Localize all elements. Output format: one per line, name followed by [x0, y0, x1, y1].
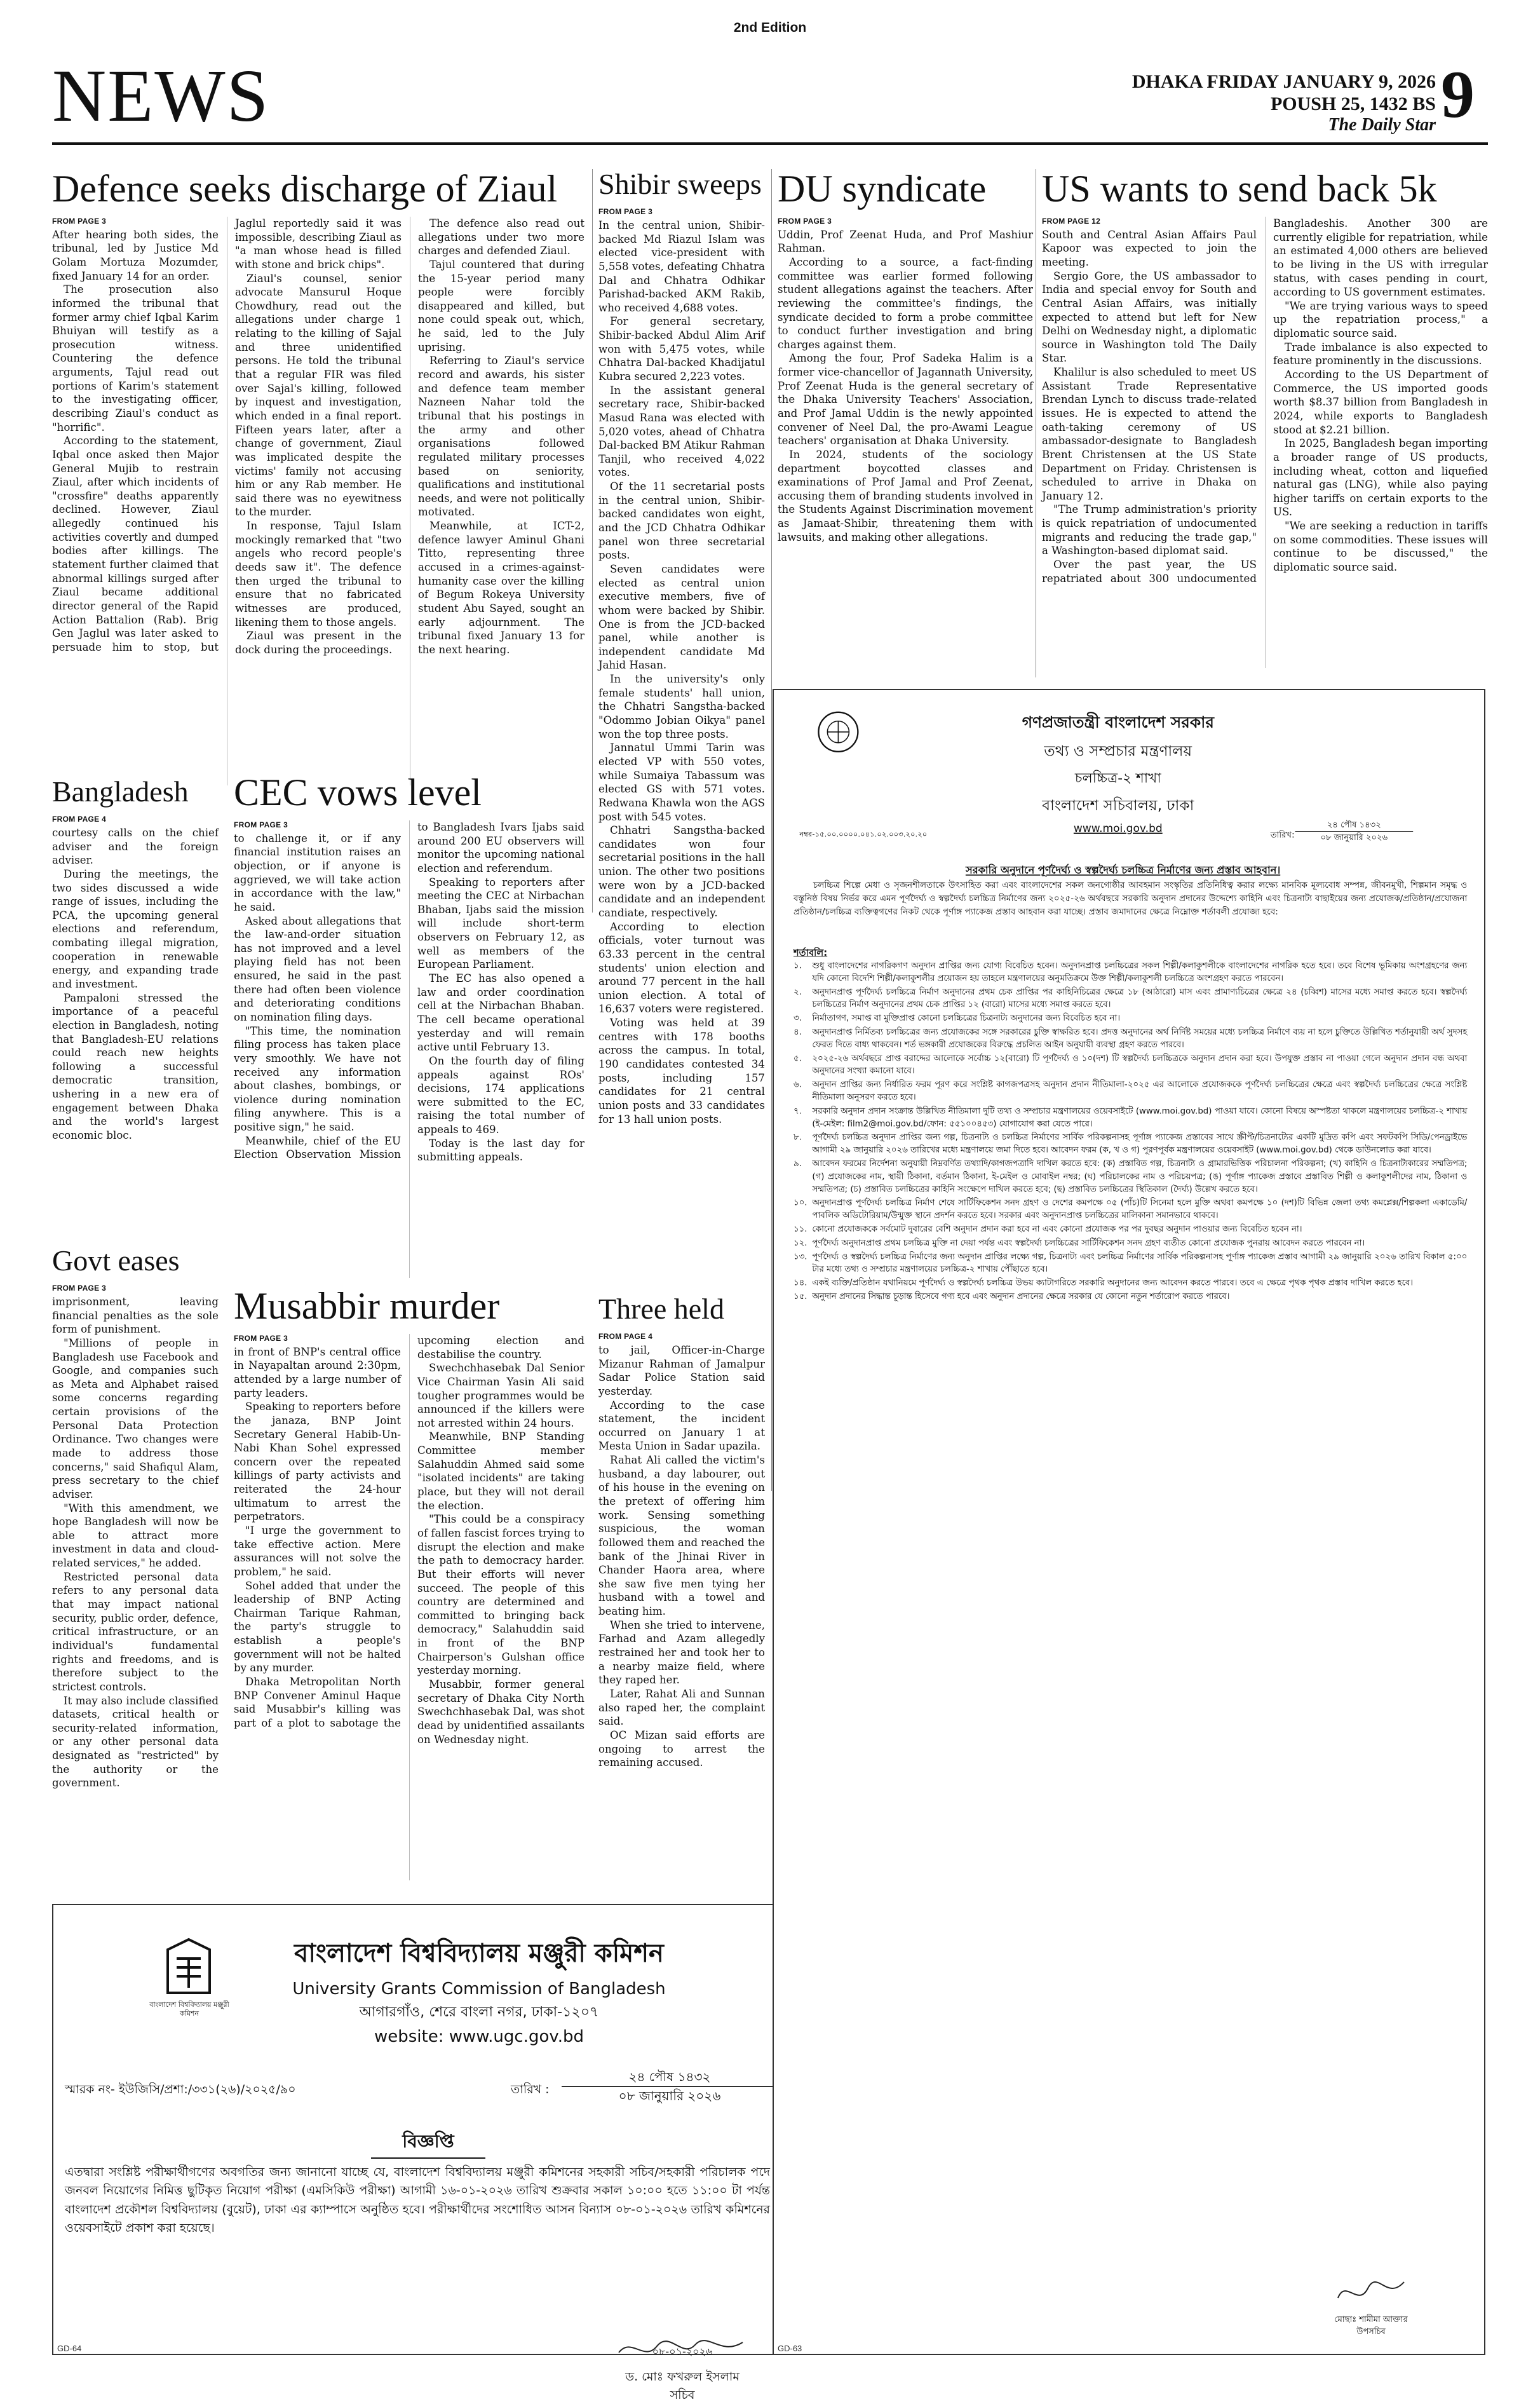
- moi-condition-item: [794, 1291, 1467, 1303]
- moi-condition-text: নির্মাতাগণ, সমাপ্ত বা মুক্তিপ্রাপ্ত কোনো চলচ্চিত্রের চিত্রনাট্য অনুদানের জন্য বিবেচিত হবে না।: [812, 1014, 1120, 1023]
- moi-condition-item: [794, 1197, 1467, 1222]
- moi-condition-item: [794, 1105, 1467, 1131]
- moi-condition-number: ১০.: [794, 1197, 812, 1209]
- story-headline: Defence seeks discharge of Ziaul: [52, 169, 584, 209]
- moi-gov: গণপ্রজাতন্ত্রী বাংলাদেশ সরকার: [902, 710, 1334, 737]
- from-page-label: FROM PAGE 3: [598, 207, 765, 217]
- moi-condition-number: ১৪.: [794, 1277, 812, 1289]
- ugc-ref-number: স্মারক নং- ইউজিসি/প্রশা:/৩৩১(২৬)/২০২৫/৯০: [65, 2081, 296, 2101]
- page-number: 9: [1441, 61, 1475, 128]
- story-paragraph: Seven candidates were elected as central union executive members, five of whom were backed by Shibir. One is from the JCD-backed panel, while another is independent candidate Md Jahid Hasan.: [598, 562, 765, 672]
- moi-condition-text: ২০২৫-২৬ অর্থবছরে প্রাপ্ত বরাদ্দের আলোকে সর্বোচ্চ ১২(বারো) টি পূর্ণদৈর্ঘ্য ও ১০(দশ) টি স্বল্পদৈর্ঘ্য চলচ্চিত্রকে অনুদান প্রদান করা হবে। উপযুক্ত প্রস্তাব না পাওয়া গেলে অনুদান প্রদান বন্ধ অথবা অনুদানের সংখ্যা কমানো যাবে।: [812, 1054, 1467, 1076]
- from-page-label: FROM PAGE 3: [234, 1334, 401, 1344]
- story-paragraph: Speaking to reporters after meeting the CEC at Nirbachan Bhaban, Ijabs said the mission will include short-term observers on February 12, as well as members of the European Parliament.: [417, 876, 584, 972]
- story-paragraph: In 2025, Bangladesh began importing a broader range of US products, including wheat, cotton and liquefied natural gas (LNG), while also paying higher tariffs on certain exports to the US.: [1273, 437, 1488, 519]
- ugc-signer-name: ড. মোঃ ফখরুল ইসলাম: [587, 2368, 778, 2386]
- story-paragraph: In the university's only female students' hall union, the Chhatri Sangstha-backed "Odommo Jobian Oikya" panel won the top three posts.: [598, 672, 765, 741]
- story-paragraph: Musabbir, former general secretary of Dhaka City North Swechchhasebak Dal, was shot dead by unidentified assailants on Wednesday night.: [417, 1678, 584, 1746]
- story-body: [598, 207, 765, 1126]
- story-paragraph: In the central union, Shibir-backed Md Riazul Islam was elected vice-president with 5,558 votes, defeating Chhatra Dal and Chhatra Odhikar Parishad-backed AKM Rakib, who received 4,688 votes.: [598, 219, 765, 315]
- ugc-notice-ad: [52, 1904, 784, 2355]
- story-paragraph: After hearing both sides, the tribunal, led by Justice Md Golam Mortuza Mozumder, fixed January 14 for an order.: [52, 228, 219, 283]
- moi-signer: [1295, 2314, 1447, 2339]
- story-paragraph: Jannatul Ummi Tarin was elected VP with 550 votes, while Sumaiya Tabassum was elected GS with 571 votes. Redwana Khawla won the AGS post with 545 votes.: [598, 741, 765, 824]
- story-paragraph: Khalilur is also scheduled to meet US Assistant Trade Representative Brendan Lynch to discuss trade-related issues. He is expected to attend the oath-taking ceremony of US ambassador-designate to Bangladesh Brent Christensen at the US State Department on Friday. Christensen is scheduled to arrive in Dhaka on January 12.: [1042, 365, 1257, 503]
- story-paragraph: During the meetings, the two sides discussed a wide range of issues, including the PCA, the upcoming general elections and referendum, combating illegal migration, cooperation in renewable energy, and expanding trade and investment.: [52, 867, 219, 991]
- moi-conditions-list: [794, 960, 1467, 1304]
- story-paragraph: Uddin, Prof Zeenat Huda, and Prof Mashiur Rahman.: [778, 228, 1033, 255]
- moi-condition-item: [794, 1079, 1467, 1104]
- story-body: [598, 1332, 765, 1770]
- ugc-notice-body: এতদ্বারা সংশ্লিষ্ট পরীক্ষার্থীগণের অবগতির জন্য জানানো যাচ্ছে যে, বাংলাদেশ বিশ্ববিদ্যালয় মঞ্জুরী কমিশনের সহকারী সচিব/সহকারী পরিচালক পদে জনবল নিয়োগের নিমিত্ত ছুটিকৃত নিয়োগ পরীক্ষা (এমসিকিউ পরীক্ষা) আগামী ১৬-০১-২০২৬ তারিখ শুক্রবার সকাল ১০:০০ হতে ১১:০০ টা পর্যন্ত বাংলাদেশ প্রকৌশল বিশ্ববিদ্যালয় (বুয়েট), ঢাকা এর ক্যাম্পাসে অনুষ্ঠিত হবে। পরীক্ষার্থীদের সংশোধিত আসন বিন্যাস ০৮-০১-২০২৬ তারিখ কমিশনের ওয়েবসাইটে প্রকাশ করা হয়েছে।: [65, 2163, 770, 2238]
- moi-condition-item: [794, 1158, 1467, 1196]
- ad-tag: GD-63: [778, 2344, 802, 2353]
- story-body: [52, 217, 584, 785]
- story-paragraph: For general secretary, Shibir-backed Abdul Alim Arif won with 5,475 votes, while Chhatra Dal-backed Khadijatul Kubra secured 2,223 votes.: [598, 315, 765, 383]
- moi-condition-item: [794, 1251, 1467, 1276]
- bangla-date: POUSH 25, 1432 BS: [1080, 93, 1436, 116]
- story-paragraph: "This time, the nomination filing process has taken place very smoothly. We have not received any information about clashes, bombings, or violence during nomination filing anywhere. This is a positive sign," he said.: [234, 1024, 401, 1134]
- story-paragraph: In response, Tajul Islam mockingly remarked that "two angels who record people's deeds saw it". The defence then urged the tribunal to ensure that no fabricated witnesses are produced, likening them to those angels.: [235, 519, 402, 629]
- story-paragraph: Sohel added that under the leadership of BNP Acting Chairman Tarique Rahman, the party's struggle to establish a people's government will not be halted by any murder.: [234, 1579, 401, 1675]
- section-title: NEWS: [52, 58, 269, 133]
- moi-notice-title: সরকারি অনুদানে পূর্ণদৈর্ঘ্য ও স্বল্পদৈর্ঘ্য চলচ্চিত্র নির্মাণের জন্য প্রস্তাব আহবান।: [842, 862, 1403, 879]
- story-paragraph: When she tried to intervene, Farhad and Azam allegedly restrained her and took her to a nearby maize field, where they raped her.: [598, 1619, 765, 1687]
- story-paragraph: Later, Rahat Ali and Sunnan also raped her, the complaint said.: [598, 1687, 765, 1728]
- story-paragraph: "We are seeking a reduction in tariffs on some commodities. These issues will continue to be discussed," the diplomatic source said.: [1273, 519, 1488, 574]
- story-headline: Three held: [598, 1294, 765, 1324]
- story-paragraph: It may also include classified datasets, critical health or security-related information, or any other personal data designated as "restricted" by the authority or the government.: [52, 1694, 219, 1790]
- story-headline: DU syndicate: [778, 169, 1033, 209]
- from-page-label: FROM PAGE 3: [52, 217, 219, 227]
- ugc-signer: [587, 2368, 778, 2404]
- story-paragraph: "Millions of people in Bangladesh use Facebook and Google, and companies such as Meta and Alphabet raised some concerns regarding certain provisions of the Personal Data Protection Ordinance. Two changes were made to address those concerns," said Shafiqul Alam, press secretary to the chief adviser.: [52, 1336, 219, 1502]
- from-page-label: FROM PAGE 3: [52, 1284, 219, 1294]
- story-paragraph: In the assistant general secretary race, Shibir-backed Masud Rana was elected with 5,020 votes, ahead of Chhatra Dal-backed BM Atikur Rahman Tanjil, who received 4,022 votes.: [598, 384, 765, 480]
- moi-condition-item: [794, 1012, 1467, 1025]
- story-paragraph: According to the statement, Iqbal once asked then Major General Mujib to restrain Ziaul, after which incidents of "crossfire" deaths apparently declined. However, Ziaul allegedly continued his activities covertly and dumped bodies after killings. The statement further claimed that abnormal killings surged after Ziaul became additional director general of the Rapid Action Battalion (Rab). Brig Gen Jaglul was later asked to persuade him to stop, but Jaglul reportedly said it was impossible, describing Ziaul as "a man whose head is filled with stone and brick chips".: [52, 217, 402, 657]
- moi-condition-item: [794, 1052, 1467, 1078]
- moi-header: [902, 710, 1334, 835]
- moi-date-label: তারিখ:: [1271, 829, 1295, 843]
- story-paragraph: Pampaloni stressed the importance of a peaceful election in Bangladesh, noting that Bangladesh-EU relations could reach new heights following a successful democratic transition, ushering in a new era of engagement between Dhaka and the world's largest economic bloc.: [52, 991, 219, 1143]
- story-paragraph: According to a source, a fact-finding committee was earlier formed following student allegations against the teachers. After reviewing the committee's findings, the syndicate decided to form a probe committee to conduct further investigation and bring charges against them.: [778, 255, 1033, 351]
- story-paragraph: Meanwhile, at ICT-2, defence lawyer Aminul Ghani Titto, representing three accused in a crimes-against-humanity case over the killing of Begum Rokeya University student Abu Sayed, sought an early adjournment. The tribunal fixed January 13 for the next hearing.: [418, 519, 584, 656]
- moi-condition-item: [794, 1223, 1467, 1236]
- ugc-date-label: তারিখ :: [511, 2081, 550, 2101]
- moi-condition-number: ৭.: [794, 1105, 812, 1118]
- story-body: [52, 815, 219, 1142]
- story-headline: Bangladesh: [52, 777, 219, 807]
- from-page-label: FROM PAGE 4: [598, 1332, 765, 1342]
- moi-condition-number: ৯.: [794, 1158, 812, 1171]
- moi-condition-text: একই ব্যক্তি/প্রতিষ্ঠান যথানিয়মে পূর্ণদৈর্ঘ্য ও স্বল্পদৈর্ঘ্য চলচ্চিত্র উভয় ক্যাটাগরিতে সরকারি অনুদানের জন্য আবেদন করতে পারবে। তবে এ ক্ষেত্রে পৃথক পৃথক প্রস্তাব দাখিল করতে হবে।: [812, 1278, 1413, 1287]
- moi-condition-text: পূর্ণদৈর্ঘ্য চলচ্চিত্র অনুদান প্রাপ্তির জন্য গল্প, চিত্রনাট্য ও চলচ্চিত্র নির্মাণের সার্বিক পরিকল্পনাসহ পূর্ণাঙ্গ প্যাকেজ প্রস্তাবের সাথে স্ক্রীপ্ট/চিত্রনাট্যের একটি মুদ্রিত কপি এবং সফটকপি সিডি/পেনড্রাইভে আগামী ২৯ জানুয়ারি ২০২৬ তারিখের মধ্যে মন্ত্রণালয়ে জমা দিতে হবে। আবেদন ফরম (ক, খ ও গ) পূরণপূর্বক মন্ত্রণালয়ের ওয়েবসাইট (www.moi.gov.bd) থেকে ডাউনলোড করা যাবে।: [812, 1132, 1467, 1155]
- story-cec: [234, 773, 584, 1281]
- story-paragraph: Trade imbalance is also expected to feature prominently in the discussions.: [1273, 341, 1488, 368]
- story-paragraph: On the fourth day of filing appeals against ROs' decisions, 174 applications were submitted to the EC, raising the total number of appeals to 469.: [417, 1054, 584, 1137]
- moi-notice-ad: [773, 689, 1485, 2355]
- paper-name: The Daily Star: [1080, 115, 1436, 135]
- moi-condition-text: কোনো প্রযোজককে সর্বমোট দুবারের বেশি অনুদান প্রদান করা হবে না এবং কোনো প্রযোজক পর পর দুবছর অনুদান পাওয়ার জন্য বিবেচিত হবেন না।: [812, 1225, 1302, 1234]
- story-paragraph: "We are trying various ways to speed up the repatriation process," a diplomatic source said.: [1273, 299, 1488, 341]
- moi-condition-number: ৩.: [794, 1012, 812, 1025]
- story-headline: Govt eases: [52, 1246, 219, 1276]
- moi-date-bn: ২৪ পৌষ ১৪৩২: [1295, 819, 1413, 832]
- story-paragraph: Referring to Ziaul's service record and awards, his sister and defence team member Nazneen Nahar told the tribunal that his postings in the army and other organisations followed regulated military processes based on seniority, qualifications and institutional needs, and were not politically motivated.: [418, 354, 584, 519]
- moi-conditions-title: শর্তাবলি:: [794, 946, 827, 961]
- story-paragraph: Ziaul's counsel, senior advocate Mansurul Hoque Chowdhury, read out the allegations under charge 1 relating to the killing of Sajal and three unidentified persons. He told the tribunal that a regular FIR was filed over Sajal's killing, followed by inquest and investigation, which ended in a final report. Fifteen years later, after a change of government, Ziaul was implicated despite the victims' family not accusing him or any Rab member. He said there was no eyewitness to the murder.: [235, 272, 402, 520]
- moi-condition-text: শুধু বাংলাদেশের নাগরিকগণ অনুদান প্রাপ্তির জন্য যোগ্য বিবেচিত হবেন। অনুদানপ্রাপ্ত চলচ্চিত্রের সকল শিল্পী/কলাকুশলীকে বাংলাদেশের নাগরিক হতে হবে। তবে বিশেষ ভূমিকায় অংশগ্রহণের জন্য যদি কোনো বিদেশি শিল্পী/কলাকুশলীর প্রয়োজন হয় তাহলে মন্ত্রণালয়ের অনুমতিক্রমে উক্ত শিল্পী/কলাকুশলী চলচ্চিত্রে অংশগ্রহণ করতে পারবেন।: [812, 961, 1467, 983]
- dateline: DHAKA FRIDAY JANUARY 9, 2026: [1080, 71, 1436, 93]
- ugc-notice-title: বিজ্ঞপ্তি: [371, 2128, 485, 2159]
- ugc-date: [562, 2068, 778, 2105]
- moi-condition-text: অনুদান প্রদানের সিদ্ধান্ত চূড়ান্ত হিসেবে গণ্য হবে এবং অনুদান প্রদানের ক্ষেত্রে সরকার যে কোনো নতুন শর্তারোপ করতে পারবে।: [812, 1292, 1229, 1301]
- moi-condition-number: ১.: [794, 960, 812, 972]
- story-paragraph: Restricted personal data refers to any personal data that may impact national security, public order, defence, critical infrastructure, or an individual's fundamental rights and freedoms, and is therefore subject to the strictest controls.: [52, 1570, 219, 1694]
- ugc-signer-title: সচিব: [587, 2386, 778, 2404]
- story-paragraph: in front of BNP's central office in Nayapaltan around 2:30pm, attended by a large number of party leaders.: [234, 1345, 401, 1401]
- story-paragraph: to challenge it, or if any financial institution raises an objection, or if anyone is aggrieved, we will take action in accordance with the law," he said.: [234, 832, 401, 914]
- ugc-address: আগারগাঁও, শেরে বাংলা নগর, ঢাকা-১২০৭: [257, 2001, 701, 2025]
- from-page-label: FROM PAGE 3: [234, 820, 401, 831]
- story-paragraph: In 2024, students of the sociology department boycotted classes and examinations of Prof Jamal and Prof Zeenat, accusing them of branding students involved in the Students Against Discrimination movement as Jamaat-Shibir, threatening them with lawsuits, and making other allegations.: [778, 448, 1033, 544]
- story-paragraph: "I urge the government to take effective action. Mere assurances will not solve the problem," he said.: [234, 1524, 401, 1579]
- moi-date: [1295, 819, 1413, 844]
- moi-condition-item: [794, 986, 1467, 1012]
- story-paragraph: According to election officials, voter turnout was 63.33 percent in the central students' union election and around 77 percent in the hall union election. A total of 16,637 voters were registered.: [598, 920, 765, 1016]
- ugc-date-en: ০৮ জানুয়ারি ২০২৬: [619, 2088, 721, 2103]
- moi-date-en: ০৮ জানুয়ারি ২০২৬: [1320, 832, 1388, 842]
- moi-condition-text: অনুদান প্রাপ্তির জন্য নির্ধারিত ফরম পূরণ করে সংশ্লিষ্ট কাগজপত্রসহ অনুদান প্রদান নীতিমালা-২০২৫ এর আলোকে প্রযোজককে পূর্ণদৈর্ঘ্য চলচ্চিত্রের ক্ষেত্রে এবং স্বল্পদৈর্ঘ্য চলচ্চিত্রের ক্ষেত্রে সংশ্লিষ্ট নীতিমালা অনুসরণ করতে হবে।: [812, 1080, 1467, 1102]
- moi-ref-number: নম্বর-১৫.০০.০০০০.০৪১.০২.০০৩.২০.২০: [799, 829, 927, 841]
- story-musabbir: [234, 1286, 584, 1884]
- story-du: [778, 169, 1033, 671]
- ugc-sign-date: ০৮-০১-২০২৬: [619, 2344, 746, 2361]
- moi-condition-item: [794, 960, 1467, 985]
- moi-condition-number: ২.: [794, 986, 812, 999]
- ugc-title-bn: বাংলাদেশ বিশ্ববিদ্যালয় মঞ্জুরী কমিশন: [257, 1933, 701, 1976]
- moi-condition-number: ১১.: [794, 1223, 812, 1236]
- story-paragraph: Meanwhile, chief of the EU Election Observation Mission to Bangladesh Ivars Ijabs said around 200 EU observers will monitor the upcoming national election and referendum.: [234, 820, 584, 1164]
- story-body: [52, 1284, 219, 1790]
- ugc-header: [257, 1933, 701, 2046]
- government-seal-icon: [816, 710, 861, 754]
- ugc-date-bn: ২৪ পৌষ ১৪৩২: [562, 2068, 778, 2087]
- story-paragraph: Speaking to reporters before the janaza, BNP Joint Secretary General Habib-Un-Nabi Khan Sohel expressed concern over the repeated killings of party activists and reiterated the 24-hour ultimatum to arrest the perpetrators.: [234, 1400, 401, 1524]
- story-paragraph: Dhaka Metropolitan North BNP Convener Aminul Haque said Musabbir's killing was part of a plot to sabotage the upcoming election and destabilise the country.: [234, 1334, 584, 1746]
- moi-signer-title: উপসচিব: [1295, 2326, 1447, 2339]
- story-paragraph: Today is the last day for submitting appeals.: [417, 1137, 584, 1164]
- from-page-label: FROM PAGE 4: [52, 815, 219, 825]
- story-paragraph: courtesy calls on the chief adviser and the foreign adviser.: [52, 826, 219, 867]
- moi-condition-number: ১৩.: [794, 1251, 812, 1263]
- ugc-website: website: www.ugc.gov.bd: [257, 2027, 701, 2046]
- moi-condition-text: পূর্ণদৈর্ঘ্য ও স্বল্পদৈর্ঘ্য চলচ্চিত্র নির্মাণের জন্য অনুদান প্রাপ্তির লক্ষ্যে গল্প, চিত্রনাট্য এবং চলচ্চিত্র নির্মাণের সার্বিক পরিকল্পনাসহ পূর্ণাঙ্গ প্যাকেজ প্রস্তাব আগামী ২৯ জানুয়ারি ২০২৬ তারিখ বিকাল ৫:০০ টার মধ্যে তথ্য ও সম্প্রচার মন্ত্রণালয়ের চলচ্চিত্র-২ শাখায় পৌঁছাতে হবে।: [812, 1252, 1467, 1274]
- story-paragraph: Of the 11 secretarial posts in the central union, Shibir-backed candidates won eight, and the JCD Chhatra Odhikar panel won three secretarial posts.: [598, 480, 765, 562]
- moi-condition-text: সরকারি অনুদান প্রদান সংক্রান্ত উল্লিখিত নীতিমালা দুটি তথ্য ও সম্প্রচার মন্ত্রণালয়ের ওয়েবসাইটে (www.moi.gov.bd) পাওয়া যাবে। কোনো বিষয়ে অস্পষ্টতা থাকলে মন্ত্রণালয়ের চলচ্চিত্র-২ শাখায় (ই-মেইল: film2@moi.gov.bd/ফোন: ৫৫১০০৪৫৩) যোগাযোগ করা যেতে পারে।: [812, 1106, 1467, 1129]
- moi-condition-number: ৬.: [794, 1079, 812, 1092]
- story-paragraph: "The Trump administration's priority is quick repatriation of undocumented migrants and reducing the trade gap," a Washington-based diplomat said.: [1042, 503, 1257, 558]
- story-three: [598, 1294, 765, 1885]
- from-page-label: FROM PAGE 12: [1042, 217, 1257, 227]
- moi-condition-number: ৮.: [794, 1132, 812, 1144]
- ad-tag: GD-64: [57, 2344, 81, 2353]
- story-govt: [52, 1246, 219, 1884]
- column-divider: [771, 169, 772, 1491]
- story-paragraph: According to the US Department of Commerce, the US imported goods worth $8.37 billion from Bangladesh in 2024, while exports to Bangladesh stood at $2.21 billion.: [1273, 368, 1488, 437]
- story-paragraph: Voting was held at 39 centres with 178 booths across the campus. In total, 190 candidates contested 34 posts, including 157 candidates for 21 central union posts and 33 candidates for 13 hall union posts.: [598, 1016, 765, 1126]
- story-us: [1042, 169, 1488, 671]
- story-paragraph: to jail, Officer-in-Charge Mizanur Rahman of Jamalpur Sadar Police Station said yesterday.: [598, 1343, 765, 1399]
- story-paragraph: imprisonment, leaving financial penalties as the sole form of punishment.: [52, 1295, 219, 1336]
- dateline-block: [1080, 71, 1436, 135]
- moi-condition-item: [794, 1132, 1467, 1157]
- story-paragraph: The prosecution also informed the tribunal that former army chief Iqbal Karim Bhuiyan will testify as a prosecution witness. Countering the defence arguments, Tajul read out portions of Karim's statement to the investigating officer, describing Ziaul's conduct as "horrific".: [52, 283, 219, 434]
- moi-signer-name: মোছাঃ শামীমা আক্তার: [1295, 2314, 1447, 2326]
- story-paragraph: "With this amendment, we hope Bangladesh will now be able to attract more investment in data and cloud-related services," he added.: [52, 1502, 219, 1570]
- story-headline: CEC vows level: [234, 773, 584, 813]
- story-defence: [52, 169, 584, 789]
- story-paragraph: Asked about allegations that the law-and-order situation has not improved and a level playing field has not been ensured, he said in the past there had often been violence and deteriorating conditions on nomination filing days.: [234, 914, 401, 1024]
- story-body: [234, 820, 584, 1278]
- moi-condition-item: [794, 1277, 1467, 1289]
- story-paragraph: Swechchhasebak Dal Senior Vice Chairman Yasin Ali said tougher programmes would be announced if the killers were not arrested within 24 hours.: [417, 1361, 584, 1430]
- moi-website: www.moi.gov.bd: [902, 822, 1334, 834]
- edition-label: 2nd Edition: [686, 20, 854, 36]
- story-paragraph: Meanwhile, BNP Standing Committee member Salahuddin Ahmed said some "isolated incidents" are taking place, but they will not derail the election.: [417, 1430, 584, 1512]
- moi-condition-item: [794, 1026, 1467, 1052]
- story-headline: Musabbir murder: [234, 1286, 584, 1326]
- moi-intro: চলচ্চিত্র শিল্পে মেধা ও সৃজনশীলতাকে উৎসাহিত করা এবং বাংলাদেশের সকল জনগোষ্ঠীর আবহমান সংস্কৃতির প্রতিনিধিত্ব করার লক্ষ্যে মানবিক মূল্যবোধ সম্পন্ন, জীবনমুখী, শিল্পমান সমৃদ্ধ ও বস্তুনিষ্ঠ বিষয় নির্ভর করে এমন পূর্ণদৈর্ঘ্য ও স্বল্পদৈর্ঘ্য চলচ্চিত্র নির্মাণের জন্য ২০২৫-২৬ অর্থবছরে সরকারি অনুদান প্রদানের উদ্দেশ্যে কাহিনি এবং চিত্রনাট্য বাছাইয়ের জন্য প্রযোজক/প্রতিষ্ঠান/প্রযোজনা প্রতিষ্ঠান/চলচ্চিত্র ব্যক্তিত্বগণের নিকট থেকে পূর্ণাঙ্গ প্যাকেজ প্রস্তাব আহবান করা যাচ্ছে। প্রস্তাব জমাদানের ক্ষেত্রে নিম্নোক্ত শর্তাবলী প্রযোজ্য হবে:: [794, 879, 1467, 919]
- moi-condition-number: ৪.: [794, 1026, 812, 1039]
- story-headline: Shibir sweeps: [598, 169, 765, 200]
- column-divider: [592, 169, 593, 913]
- story-paragraph: "This could be a conspiracy of fallen fascist forces trying to disrupt the election and make the path to democracy harder. But their efforts will never succeed. The people of this country are determined and committed to bringing back democracy," Salahuddin said in front of the BNP Chairperson's Gulshan office yesterday morning.: [417, 1512, 584, 1678]
- ugc-title-en: University Grants Commission of Bangladesh: [257, 1980, 701, 1999]
- story-body: [778, 217, 1033, 544]
- story-paragraph: Sergio Gore, the US ambassador to India and special envoy for South and Central Asian Affairs, was initially expected to attend but left for New Delhi on Wednesday night, a diplomatic source in Washington told The Daily Star.: [1042, 269, 1257, 365]
- moi-branch: চলচ্চিত্র-২ শাখা: [902, 768, 1334, 791]
- moi-ministry: তথ্য ও সম্প্রচার মন্ত্রণালয়: [902, 739, 1334, 764]
- story-paragraph: Rahat Ali called the victim's husband, a day labourer, out of his house in the evening on the pretext of offering him work. Sensing something suspicious, the woman followed them and reached the bank of the Jhinai River in Chander Haora area, where she saw five men tying her husband with a towel and beating him.: [598, 1453, 765, 1619]
- story-paragraph: Ziaul was present in the dock during the proceedings.: [235, 629, 402, 656]
- moi-condition-text: পূর্ণদৈর্ঘ্য অনুদানপ্রাপ্ত প্রথম চলচ্চিত্র মুক্তি না দেয়া পর্যন্ত এবং স্বল্পদৈর্ঘ্য চলচ্চিত্রের সার্টিফিকেশন সনদ গ্রহণ ব্যতীত কোনো প্রযোজক পুনরায় আবেদন করতে পারবেন না।: [812, 1238, 1365, 1247]
- story-paragraph: South and Central Asian Affairs Paul Kapoor was expected to join the meeting.: [1042, 228, 1257, 269]
- story-paragraph: Tajul countered that during the 15-year period many people were forcibly disappeared and killed, but none could speak out, which, he said, led to the July uprising.: [418, 258, 584, 354]
- signature-icon: [1333, 2272, 1409, 2311]
- story-paragraph: According to the case statement, the incident occurred on January 1 at Mesta Union in Sadar upazila.: [598, 1399, 765, 1454]
- ugc-logo-icon: [161, 1937, 216, 1998]
- from-page-label: FROM PAGE 3: [778, 217, 1033, 227]
- story-paragraph: Over the past year, the US repatriated about 300 undocumented Bangladeshis. Another 300 are currently eligible for repatriation, while an estimated 4,000 others are believed to be living in the US with irregular status, with cases pending in court, according to US government estimates.: [1042, 217, 1488, 585]
- story-paragraph: OC Mizan said efforts are ongoing to arrest the remaining accused.: [598, 1728, 765, 1770]
- moi-secretariat: বাংলাদেশ সচিবালয়, ঢাকা: [902, 794, 1334, 818]
- story-paragraph: The EC has also opened a law and order coordination cell at the Nirbachan Bhaban. The cell became operational yesterday and will remain active until February 13.: [417, 972, 584, 1054]
- moi-condition-number: ১২.: [794, 1237, 812, 1249]
- masthead-rule: [52, 142, 1488, 145]
- moi-condition-text: অনুদানপ্রাপ্ত নির্মিতব্য চলচ্চিত্রের জন্য প্রযোজকের সঙ্গে সরকারের চুক্তি স্বাক্ষরিত হবে। প্রদত্ত অনুদানের অর্থ নির্দিষ্ট সময়ের মধ্যে চলচ্চিত্র নির্মাণে ব্যয় না হলে চুক্তিতে উল্লিখিত শর্তানুযায়ী অর্থ সুদসহ ফেরত দিতে বাধ্য থাকবেন। শর্ত ভঙ্গকারী প্রযোজকের বিরুদ্ধে প্রচলিত আইন অনুযায়ী ব্যবস্থা গ্রহণ করতে পারবে।: [812, 1027, 1467, 1049]
- moi-condition-text: অনুদানপ্রাপ্ত পূর্ণদৈর্ঘ্য চলচ্চিত্র নির্মাণ শেষে সার্টিফিকেশন সনদ গ্রহণ ও দেশের কমপক্ষে ০৫ (পাঁচ)টি সিনেমা হলে মুক্তি অথবা কমপক্ষে ১০ (দশ)টি বিভিন্ন জেলা তথ্য কমপ্লেক্স/শিল্পকলা একাডেমি/পাবলিক অডিটোরিয়াম/উন্মুক্ত স্থানে প্রদর্শন করতে হবে। সরকার এবং অনুদানপ্রাপ্ত চলচ্চিত্রের মালিকানা সমানভাবে থাকবে।: [812, 1198, 1467, 1220]
- story-body: [234, 1334, 584, 1880]
- moi-condition-item: [794, 1237, 1467, 1249]
- story-shibir: [598, 169, 765, 1294]
- story-headline: US wants to send back 5k: [1042, 169, 1488, 209]
- story-body: [1042, 217, 1488, 668]
- ugc-logo-caption: বাংলাদেশ বিশ্ববিদ্যালয় মঞ্জুরী কমিশন: [149, 2000, 230, 2019]
- story-paragraph: The defence also read out allegations under two more charges and defended Ziaul.: [418, 217, 584, 258]
- moi-condition-number: ১৫.: [794, 1291, 812, 1303]
- moi-condition-text: অনুদানপ্রাপ্ত পূর্ণদৈর্ঘ্য চলচ্চিত্রে নির্মাণ অনুদানের প্রথম চেক প্রাপ্তির পর কাহিনিচিত্রের ক্ষেত্রে ১৮ (আঠারো) মাস এবং প্রামাণ্যচিত্রের ক্ষেত্রে ২৪ (চব্বিশ) মাসের মধ্যে সমাপ্ত করতে হবে। স্বল্পদৈর্ঘ্য চলচ্চিত্রের নির্মাণ অনুদানের প্রথম চেক প্রাপ্তির ১২ (বারো) মাসের মধ্যে সমাপ্ত করতে হবে।: [812, 987, 1467, 1009]
- story-bangladesh: [52, 777, 219, 1260]
- moi-condition-text: আবেদন ফরমের নির্দেশনা অনুযায়ী নিম্নবর্ণিত তথ্যাদি/কাগজপত্রাদি দাখিল করতে হবে: (ক) প্রস্তাবিত গল্প, চিত্রনাট্য ও গ্রামারভিত্তিক পরিচালনা পরিকল্পনা; (খ) কাহিনি ও চিত্রনাট্যকারের সম্মতিপত্র; (গ) প্রযোজকের নাম, স্থায়ী ঠিকানা, বর্তমান ঠিকানা, ই-মেইল ও মোবাইল নম্বর; (ঘ) পরিচালকের নাম ও পরিচয়পত্র; (ঙ) পূর্ণাঙ্গ প্যাকেজ প্রস্তাবে প্রস্তাবিত শিল্পী ও কলাকুশলীদের নাম, ঠিকানা ও সম্মতিপত্র; (চ) প্রস্তাবিত চলচ্চিত্রের কাহিনি সংক্ষেপে দাখিল করতে হবে; (ছ) প্রস্তাবিত চলচ্চিত্রের স্থিতিকাল (দৈর্ঘ্য) উল্লেখ করতে হবে।: [812, 1159, 1467, 1194]
- story-paragraph: Chhatri Sangstha-backed candidates won four secretarial positions in the hall union. The other two positions were won by a JCD-backed candidate and an independent candiate, respectively.: [598, 824, 765, 920]
- moi-condition-number: ৫.: [794, 1052, 812, 1065]
- story-paragraph: Among the four, Prof Sadeka Halim is a former vice-chancellor of Jagannath University, Prof Zeenat Huda is the general secretary of the Dhaka University Teachers' Association, and Prof Jamal Uddin is the newly appointed convener of Neel Dal, the pro-Awami League teachers' organisation at Dhaka University.: [778, 351, 1033, 447]
